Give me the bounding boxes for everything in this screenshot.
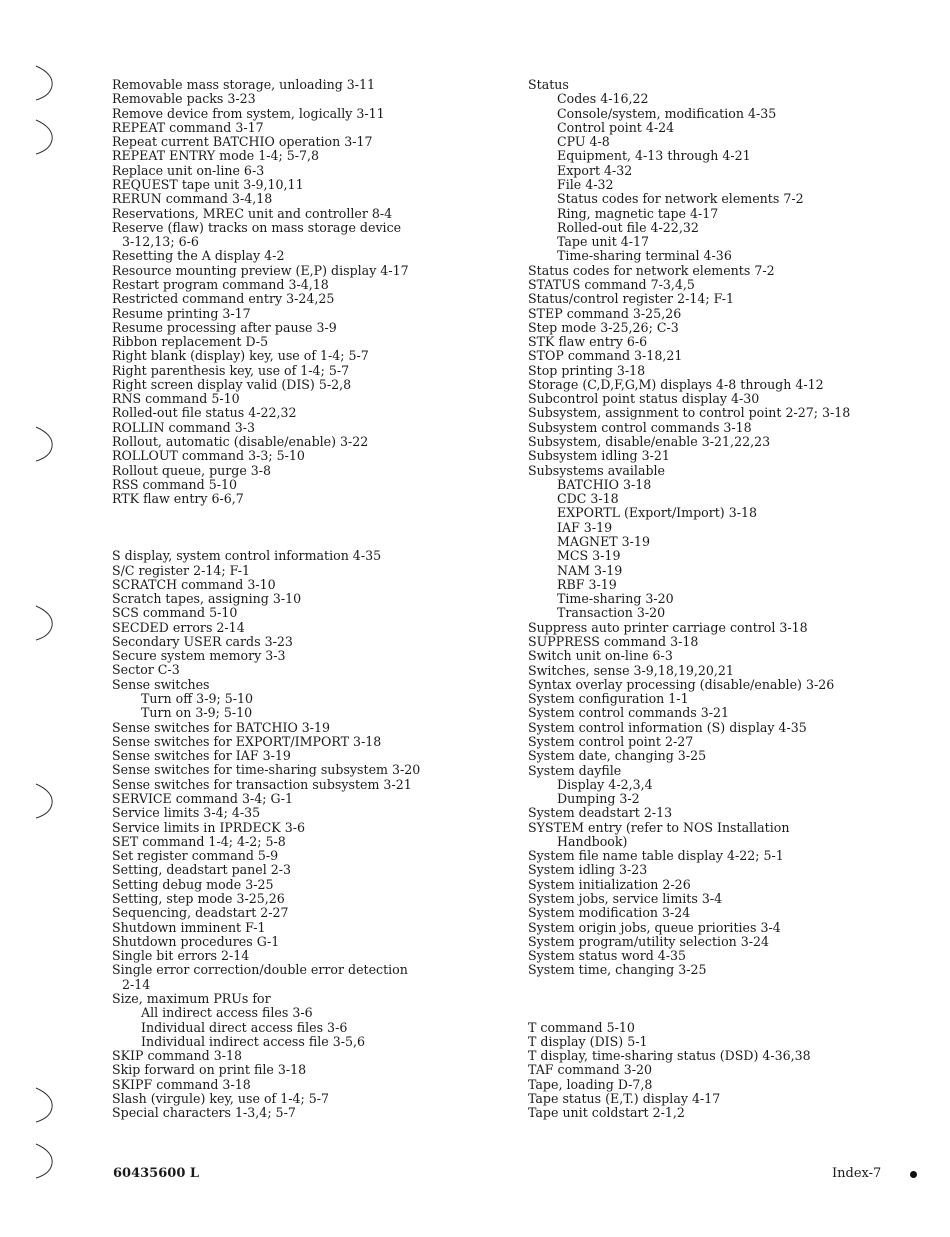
index-entry: Rolled-out file status 4-22,32 [112, 405, 297, 421]
index-entry: Shutdown imminent F-1 [112, 919, 266, 935]
index-entry: System program/utility selection 3-24 [528, 933, 770, 949]
index-subentry: BATCHIO 3-18 [557, 476, 652, 492]
section-gap [112, 535, 512, 549]
index-entry: TAF command 3-20 [528, 1062, 653, 1078]
index-subentry: Individual indirect access file 3-5,6 [141, 1033, 366, 1049]
index-subentry: CDC 3-18 [557, 491, 619, 507]
section-gap [112, 521, 512, 535]
index-subentry: Display 4-2,3,4 [557, 776, 653, 792]
index-entry: REPEAT command 3-17 [112, 119, 264, 135]
index-subentry: Rolled-out file 4-22,32 [557, 219, 699, 235]
bullet-dot-icon [910, 1171, 917, 1178]
index-entry: Sense switches for transaction subsystem 3-21 [112, 776, 412, 792]
index-entry: ROLLOUT command 3-3; 5-10 [112, 448, 305, 464]
index-entry: RNS command 5-10 [112, 391, 240, 407]
index-entry: Reserve (flaw) tracks on mass storage device [112, 219, 402, 235]
index-entry: Stop printing 3-18 [528, 362, 646, 378]
index-entry: Tape, loading D-7,8 [528, 1076, 653, 1092]
index-entry: Removable mass storage, unloading 3-11 [112, 77, 376, 92]
index-entry: Sequencing, deadstart 2-27 [112, 905, 289, 921]
index-entry: Subsystem control commands 3-18 [528, 419, 752, 435]
index-entry: Switch unit on-line 6-3 [528, 648, 673, 664]
index-entry: Storage (C,D,F,G,M) displays 4-8 through 4-12 [528, 376, 824, 392]
index-entry: Restricted command entry 3-24,25 [112, 291, 335, 307]
index-subentry: Individual direct access files 3-6 [141, 1019, 348, 1035]
index-entry: Secondary USER cards 3-23 [112, 633, 293, 649]
index-entry: Tape status (E,T.) display 4-17 [528, 1090, 721, 1106]
index-entry: Sense switches [112, 676, 210, 692]
index-entry: SKIPF command 3-18 [112, 1076, 251, 1092]
index-subentry: Tape unit 4-17 [557, 234, 650, 250]
index-subentry: RBF 3-19 [557, 576, 617, 592]
index-entry: SCS command 5-10 [112, 605, 238, 621]
index-entry: Replace unit on-line 6-3 [112, 162, 265, 178]
index-entry: System idling 3-23 [528, 862, 648, 878]
section-gap [528, 1006, 938, 1020]
index-entry: Switches, sense 3-9,18,19,20,21 [528, 662, 734, 678]
index-entry: System status word 4-35 [528, 948, 687, 964]
index-entry: Tape unit coldstart 2-1,2 [528, 1105, 685, 1121]
index-entry: S display, system control information 4-35 [112, 548, 382, 564]
index-entry: Sense switches for BATCHIO 3-19 [112, 719, 331, 735]
index-subentry: Handbook) [557, 833, 628, 849]
index-entry: Remove device from system, logically 3-11 [112, 105, 385, 121]
index-entry: System time, changing 3-25 [528, 962, 707, 978]
index-subentry: Codes 4-16,22 [557, 91, 649, 107]
index-entry: Setting debug mode 3-25 [112, 876, 274, 892]
index-subentry: Equipment, 4-13 through 4-21 [557, 148, 751, 164]
index-entry: System dayfile [528, 762, 622, 778]
index-entry: REPEAT ENTRY mode 1-4; 5-7,8 [112, 148, 320, 164]
section-gap [112, 506, 512, 520]
document-number: 60435600 L [113, 1166, 200, 1181]
index-subentry: Dumping 3-2 [557, 791, 640, 807]
index-subentry: EXPORTL (Export/Import) 3-18 [557, 505, 758, 521]
index-entry: Restart program command 3-4,18 [112, 276, 329, 292]
binder-hole-mark [34, 64, 56, 102]
index-entry: SKIP command 3-18 [112, 1048, 242, 1064]
index-entry: Suppress auto printer carriage control 3-18 [528, 619, 808, 635]
index-entry: RTK flaw entry 6-6,7 [112, 491, 244, 507]
index-entry: SET command 1-4; 4-2; 5-8 [112, 833, 286, 849]
index-entry-continuation: 3-12,13; 6-6 [122, 234, 199, 250]
index-entry-continuation: 2-14 [122, 976, 151, 992]
index-subentry: Ring, magnetic tape 4-17 [557, 205, 719, 221]
index-subentry: Console/system, modification 4-35 [557, 105, 777, 121]
index-entry: Service limits in IPRDECK 3-6 [112, 819, 305, 835]
index-entry: T display, time-sharing status (DSD) 4-36,38 [528, 1048, 811, 1064]
index-entry: Single bit errors 2-14 [112, 948, 250, 964]
index-entry: Removable packs 3-23 [112, 91, 256, 107]
binder-hole-mark [34, 782, 56, 820]
binder-hole-mark [34, 604, 56, 642]
index-entry: System date, changing 3-25 [528, 748, 707, 764]
index-entry: REQUEST tape unit 3-9,10,11 [112, 176, 304, 192]
index-entry: Subsystem idling 3-21 [528, 448, 670, 464]
index-entry: Shutdown procedures G-1 [112, 933, 280, 949]
index-entry: Slash (virgule) key, use of 1-4; 5-7 [112, 1090, 330, 1106]
index-entry: Setting, deadstart panel 2-3 [112, 862, 292, 878]
index-entry: Sense switches for IAF 3-19 [112, 748, 291, 764]
index-entry: Step mode 3-25,26; C-3 [528, 319, 679, 335]
index-entry: Resume printing 3-17 [112, 305, 251, 321]
index-entry: System modification 3-24 [528, 905, 691, 921]
index-entry: SYSTEM entry (refer to NOS Installation [528, 819, 790, 835]
index-entry: Setting, step mode 3-25,26 [112, 890, 285, 906]
binder-hole-mark [34, 1086, 56, 1124]
index-entry: SERVICE command 3-4; G-1 [112, 791, 294, 807]
index-entry: STK flaw entry 6-6 [528, 334, 648, 350]
index-entry: Set register command 5-9 [112, 848, 279, 864]
index-entry: Sense switches for EXPORT/IMPORT 3-18 [112, 733, 382, 749]
index-subentry: Export 4-32 [557, 162, 633, 178]
index-subentry: Transaction 3-20 [557, 605, 666, 621]
index-entry: S/C register 2-14; F-1 [112, 562, 251, 578]
index-entry: Service limits 3-4; 4-35 [112, 805, 261, 821]
index-subentry: IAF 3-19 [557, 519, 613, 535]
page-number: Index-7 [832, 1166, 882, 1181]
index-entry: Subcontrol point status display 4-30 [528, 391, 760, 407]
index-subentry: Turn off 3-9; 5-10 [141, 691, 253, 707]
index-entry: Size, maximum PRUs for [112, 990, 271, 1006]
index-entry: STOP command 3-18,21 [528, 348, 683, 364]
index-entry: SECDED errors 2-14 [112, 619, 245, 635]
index-entry: System deadstart 2-13 [528, 805, 673, 821]
index-entry: System initialization 2-26 [528, 876, 691, 892]
index-entry: Rollout, automatic (disable/enable) 3-22 [112, 434, 369, 450]
index-entry: System control commands 3-21 [528, 705, 730, 721]
index-subentry: CPU 4-8 [557, 134, 610, 150]
index-entry: Right blank (display) key, use of 1-4; 5-7 [112, 348, 369, 364]
index-entry: System file name table display 4-22; 5-1 [528, 848, 784, 864]
section-gap [528, 978, 938, 992]
index-entry: Scratch tapes, assigning 3-10 [112, 591, 302, 607]
index-entry: Ribbon replacement D-5 [112, 334, 269, 350]
index-subentry: Time-sharing 3-20 [557, 591, 674, 607]
index-entry: Status codes for network elements 7-2 [528, 262, 775, 278]
index-entry: Secure system memory 3-3 [112, 648, 286, 664]
index-entry: STATUS command 7-3,4,5 [528, 276, 695, 292]
index-entry: System control point 2-27 [528, 733, 694, 749]
index-entry: System origin jobs, queue priorities 3-4 [528, 919, 781, 935]
index-subentry: Status codes for network elements 7-2 [557, 191, 804, 207]
index-entry: Single error correction/double error detection [112, 962, 408, 978]
index-entry: Reservations, MREC unit and controller 8-4 [112, 205, 393, 221]
index-entry: T command 5-10 [528, 1019, 635, 1035]
binder-hole-mark [34, 1142, 56, 1180]
index-subentry: All indirect access files 3-6 [141, 1005, 313, 1021]
index-entry: Resetting the A display 4-2 [112, 248, 285, 264]
index-entry: ROLLIN command 3-3 [112, 419, 256, 435]
index-entry: Right parenthesis key, use of 1-4; 5-7 [112, 362, 350, 378]
binder-hole-mark [34, 118, 56, 156]
index-entry: Status/control register 2-14; F-1 [528, 291, 735, 307]
index-entry: Subsystem, disable/enable 3-21,22,23 [528, 434, 771, 450]
index-entry: T display (DIS) 5-1 [528, 1033, 648, 1049]
index-entry: Special characters 1-3,4; 5-7 [112, 1105, 296, 1121]
index-entry: SUPPRESS command 3-18 [528, 633, 699, 649]
index-subentry: Time-sharing terminal 4-36 [557, 248, 732, 264]
index-entry: Right screen display valid (DIS) 5-2,8 [112, 376, 352, 392]
index-entry: Subsystems available [528, 462, 666, 478]
index-entry: Rollout queue, purge 3-8 [112, 462, 272, 478]
index-entry: Sector C-3 [112, 662, 180, 678]
index-entry: Resume processing after pause 3-9 [112, 319, 337, 335]
index-entry: Resource mounting preview (E,P) display 4-17 [112, 262, 409, 278]
index-entry: RSS command 5-10 [112, 476, 238, 492]
index-entry: Sense switches for time-sharing subsystem 3-20 [112, 762, 421, 778]
index-subentry: NAM 3-19 [557, 562, 623, 578]
index-subentry: File 4-32 [557, 176, 614, 192]
index-entry: Subsystem, assignment to control point 2-27; 3-18 [528, 405, 851, 421]
section-gap [528, 992, 938, 1006]
index-column-right [528, 78, 938, 1120]
binder-hole-mark [34, 425, 56, 463]
index-entry: System configuration 1-1 [528, 691, 689, 707]
index-subentry: Control point 4-24 [557, 119, 675, 135]
index-entry: SCRATCH command 3-10 [112, 576, 276, 592]
index-column-left [112, 78, 512, 1120]
index-subentry: Turn on 3-9; 5-10 [141, 705, 253, 721]
index-entry: System control information (S) display 4-35 [528, 719, 807, 735]
index-entry: Skip forward on print file 3-18 [112, 1062, 307, 1078]
index-entry: STEP command 3-25,26 [528, 305, 682, 321]
index-entry: Syntax overlay processing (disable/enable) 3-26 [528, 676, 835, 692]
index-subentry: MAGNET 3-19 [557, 534, 650, 549]
index-entry: RERUN command 3-4,18 [112, 191, 273, 207]
index-entry: Status [528, 77, 569, 92]
index-entry: System jobs, service limits 3-4 [528, 891, 723, 907]
index-entry: Repeat current BATCHIO operation 3-17 [112, 134, 373, 150]
index-subentry: MCS 3-19 [557, 548, 621, 564]
